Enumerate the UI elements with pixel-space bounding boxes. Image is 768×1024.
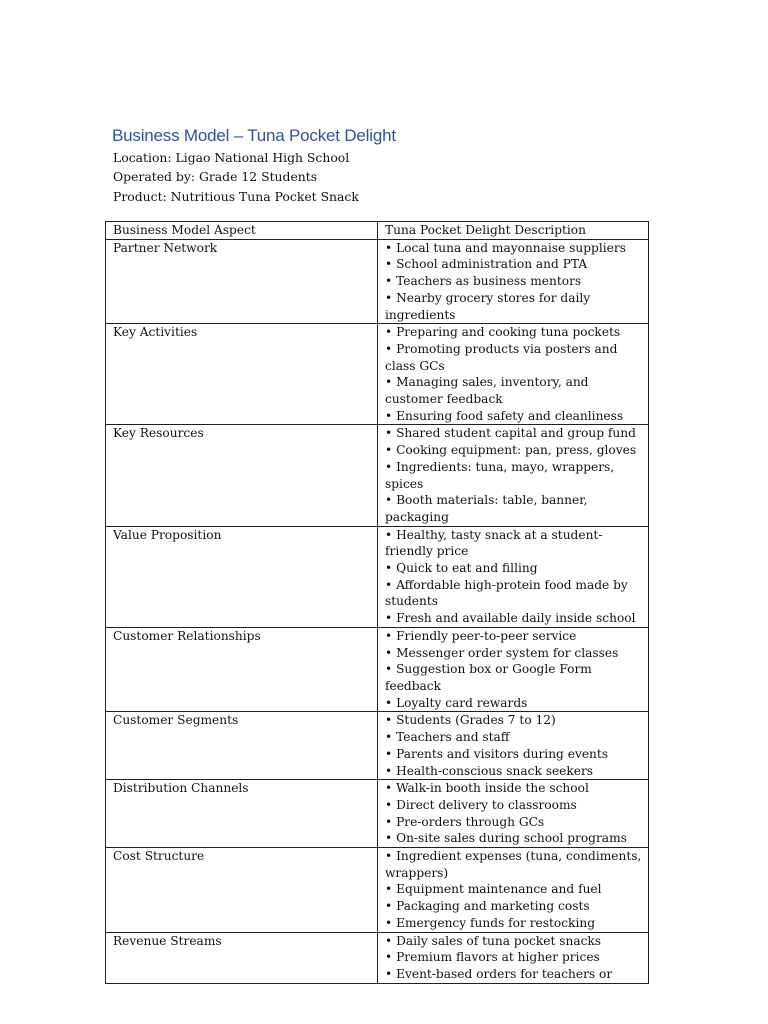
description-item: • Shared student capital and group fund [385, 425, 642, 442]
description-list [385, 527, 642, 627]
meta-product: Product: Nutritious Tuna Pocket Snack [113, 188, 359, 204]
description-item: • Premium flavors at higher prices [385, 949, 642, 966]
table-row [106, 526, 649, 627]
table-row [106, 425, 649, 526]
table-row [106, 848, 649, 933]
description-list [385, 425, 642, 525]
table-header-row [106, 222, 649, 240]
row-description [378, 239, 649, 324]
description-item: • Direct delivery to classrooms [385, 797, 642, 814]
description-item: • Suggestion box or Google Form feedback [385, 661, 642, 694]
description-item: • Cooking equipment: pan, press, gloves [385, 442, 642, 459]
table-row [106, 932, 649, 983]
row-aspect: Partner Network [106, 239, 378, 324]
description-list [385, 848, 642, 932]
row-description [378, 932, 649, 983]
description-item: • Preparing and cooking tuna pockets [385, 324, 642, 341]
description-item: • Affordable high-protein food made by students [385, 577, 642, 610]
row-description [378, 425, 649, 526]
description-item: • Healthy, tasty snack at a student-friendly price [385, 527, 642, 560]
description-item: • Friendly peer-to-peer service [385, 628, 642, 645]
row-aspect: Distribution Channels [106, 780, 378, 848]
description-item: • Messenger order system for classes [385, 645, 642, 662]
business-model-table [105, 221, 649, 984]
description-item: • Booth materials: table, banner, packaging [385, 492, 642, 525]
row-description [378, 526, 649, 627]
description-list [385, 780, 642, 847]
description-item: • Local tuna and mayonnaise suppliers [385, 240, 642, 257]
description-item: • Packaging and marketing costs [385, 898, 642, 915]
row-description [378, 712, 649, 780]
description-item: • Fresh and available daily inside school [385, 610, 642, 627]
description-item: • Teachers as business mentors [385, 273, 642, 290]
description-item: • Ingredients: tuna, mayo, wrappers, spices [385, 459, 642, 492]
description-item: • Event-based orders for teachers or [385, 966, 642, 983]
description-item: • School administration and PTA [385, 256, 642, 273]
description-item: • Daily sales of tuna pocket snacks [385, 933, 642, 950]
description-list [385, 240, 642, 324]
description-item: • Promoting products via posters and class GCs [385, 341, 642, 374]
description-item: • Quick to eat and filling [385, 560, 642, 577]
description-item: • Health-conscious snack seekers [385, 763, 642, 780]
description-item: • Teachers and staff [385, 729, 642, 746]
description-list [385, 933, 642, 983]
description-item: • Walk-in booth inside the school [385, 780, 642, 797]
description-item: • Equipment maintenance and fuel [385, 881, 642, 898]
description-list [385, 324, 642, 424]
document-title: Business Model – Tuna Pocket Delight [112, 126, 396, 145]
row-aspect: Cost Structure [106, 848, 378, 933]
row-description [378, 780, 649, 848]
row-aspect: Key Activities [106, 324, 378, 425]
description-item: • Ensuring food safety and cleanliness [385, 408, 642, 425]
description-list [385, 628, 642, 712]
description-item: • Emergency funds for restocking [385, 915, 642, 932]
meta-operated-by: Operated by: Grade 12 Students [113, 169, 318, 185]
table-row [106, 627, 649, 712]
description-item: • Ingredient expenses (tuna, condiments, wrappers) [385, 848, 642, 881]
description-item: • Managing sales, inventory, and customer feedback [385, 374, 642, 407]
row-description [378, 848, 649, 933]
row-description [378, 324, 649, 425]
header-description: Tuna Pocket Delight Description [378, 222, 649, 240]
header-aspect: Business Model Aspect [106, 222, 378, 240]
description-item: • Nearby grocery stores for daily ingredients [385, 290, 642, 323]
meta-location: Location: Ligao National High School [113, 150, 350, 165]
description-item: • Students (Grades 7 to 12) [385, 712, 642, 729]
document-meta [113, 148, 359, 206]
table-row [106, 324, 649, 425]
row-aspect: Value Proposition [106, 526, 378, 627]
table-row [106, 780, 649, 848]
row-aspect: Customer Segments [106, 712, 378, 780]
description-item: • On-site sales during school programs [385, 830, 642, 847]
description-item: • Loyalty card rewards [385, 695, 642, 712]
table-row [106, 239, 649, 324]
description-list [385, 712, 642, 779]
description-item: • Parents and visitors during events [385, 746, 642, 763]
row-aspect: Key Resources [106, 425, 378, 526]
row-aspect: Customer Relationships [106, 627, 378, 712]
description-item: • Pre-orders through GCs [385, 814, 642, 831]
row-aspect: Revenue Streams [106, 932, 378, 983]
row-description [378, 627, 649, 712]
table-row [106, 712, 649, 780]
